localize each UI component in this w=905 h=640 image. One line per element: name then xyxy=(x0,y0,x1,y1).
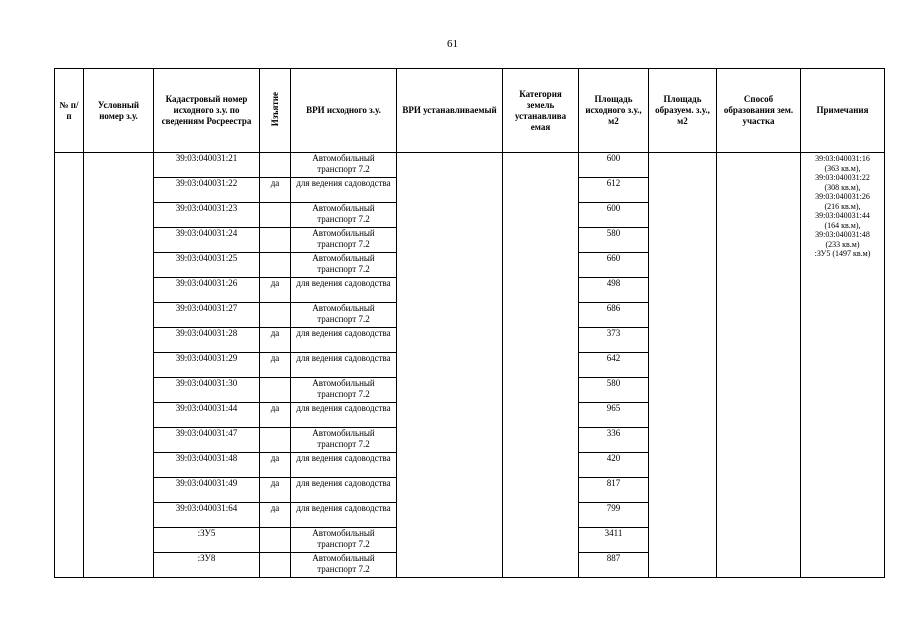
area-source-cell: 600 xyxy=(579,153,649,178)
area-source-cell: 686 xyxy=(579,303,649,328)
header-notes: Примечания xyxy=(801,69,885,153)
vri-source-cell: Автомобильный транспорт 7.2 xyxy=(291,378,397,403)
area-source-cell: 642 xyxy=(579,353,649,378)
notes-line: (363 кв.м), xyxy=(824,163,861,173)
area-source-cell: 887 xyxy=(579,553,649,578)
cadastral-number-cell: 39:03:040031:24 xyxy=(154,228,260,253)
vri-source-cell: для ведения садоводства xyxy=(291,178,397,203)
notes-line: 39:03:040031:16 xyxy=(815,154,870,163)
header-withdrawal xyxy=(260,69,291,153)
notes-line: 39:03:040031:48 xyxy=(815,230,870,239)
withdrawal-cell: да xyxy=(260,478,291,503)
cadastral-number-cell: 39:03:040031:25 xyxy=(154,253,260,278)
withdrawal-cell xyxy=(260,153,291,178)
withdrawal-cell xyxy=(260,253,291,278)
area-source-cell: 817 xyxy=(579,478,649,503)
area-formed-cell xyxy=(649,153,717,578)
vri-source-cell: Автомобильный транспорт 7.2 xyxy=(291,303,397,328)
vri-source-cell: Автомобильный транспорт 7.2 xyxy=(291,253,397,278)
vri-source-cell: для ведения садоводства xyxy=(291,278,397,303)
area-source-cell: 3411 xyxy=(579,528,649,553)
area-source-cell: 580 xyxy=(579,228,649,253)
page-number: 61 xyxy=(447,38,458,50)
withdrawal-cell: да xyxy=(260,178,291,203)
cadastral-number-cell: 39:03:040031:22 xyxy=(154,178,260,203)
withdrawal-cell xyxy=(260,203,291,228)
vri-source-cell: Автомобильный транспорт 7.2 xyxy=(291,228,397,253)
header-num: № п/п xyxy=(55,69,84,153)
header-cadastral-number: Кадастровый номер исходного з.у. по сведениям Росреестра xyxy=(154,69,260,153)
header-conditional-number: Условный номер з.у. xyxy=(84,69,154,153)
cadastral-number-cell: 39:03:040031:49 xyxy=(154,478,260,503)
conditional-number-cell xyxy=(84,153,154,578)
area-source-cell: 498 xyxy=(579,278,649,303)
cadastral-number-cell: 39:03:040031:28 xyxy=(154,328,260,353)
cadastral-number-cell: 39:03:040031:44 xyxy=(154,403,260,428)
vri-source-cell: Автомобильный транспорт 7.2 xyxy=(291,203,397,228)
header-area-source: Площадь исходного з.у., м2 xyxy=(579,69,649,153)
vri-set-cell xyxy=(397,153,503,578)
table-row xyxy=(55,153,885,178)
withdrawal-cell xyxy=(260,528,291,553)
withdrawal-cell: да xyxy=(260,403,291,428)
area-source-cell: 965 xyxy=(579,403,649,428)
notes-line: 39:03:040031:44 xyxy=(815,211,870,220)
header-land-category: Категория земель устанавлива емая xyxy=(503,69,579,153)
vri-source-cell: для ведения садоводства xyxy=(291,478,397,503)
header-area-formed: Площадь образуем. з.у., м2 xyxy=(649,69,717,153)
formation-method-cell xyxy=(717,153,801,578)
withdrawal-cell: да xyxy=(260,328,291,353)
vri-source-cell: для ведения садоводства xyxy=(291,453,397,478)
withdrawal-cell xyxy=(260,228,291,253)
header-withdrawal-label: Изъятие xyxy=(269,91,280,127)
cadastral-number-cell: 39:03:040031:29 xyxy=(154,353,260,378)
cadastral-number-cell: 39:03:040031:47 xyxy=(154,428,260,453)
withdrawal-cell: да xyxy=(260,278,291,303)
land-category-cell xyxy=(503,153,579,578)
cadastral-number-cell: 39:03:040031:21 xyxy=(154,153,260,178)
cadastral-number-cell: 39:03:040031:30 xyxy=(154,378,260,403)
notes-line: 39:03:040031:26 xyxy=(815,192,870,201)
table-body xyxy=(55,153,885,578)
cadastral-number-cell: 39:03:040031:23 xyxy=(154,203,260,228)
header-formation-method: Способ образования зем. участка xyxy=(717,69,801,153)
cadastral-number-cell: 39:03:040031:26 xyxy=(154,278,260,303)
area-source-cell: 612 xyxy=(579,178,649,203)
withdrawal-cell xyxy=(260,553,291,578)
notes-line: 39:03:040031:22 xyxy=(815,173,870,182)
header-vri-set: ВРИ устанавливаемый xyxy=(397,69,503,153)
area-source-cell: 600 xyxy=(579,203,649,228)
withdrawal-cell: да xyxy=(260,353,291,378)
withdrawal-cell: да xyxy=(260,503,291,528)
withdrawal-cell: да xyxy=(260,453,291,478)
num-cell xyxy=(55,153,84,578)
withdrawal-cell xyxy=(260,428,291,453)
area-source-cell: 420 xyxy=(579,453,649,478)
area-source-cell: 336 xyxy=(579,428,649,453)
vri-source-cell: для ведения садоводства xyxy=(291,403,397,428)
land-plots-table xyxy=(54,68,885,578)
vri-source-cell: для ведения садоводства xyxy=(291,353,397,378)
notes-line: (164 кв.м), xyxy=(824,220,861,230)
cadastral-number-cell: :ЗУ5 xyxy=(154,528,260,553)
notes-line: (233 кв.м) xyxy=(825,239,860,249)
table-header-row xyxy=(55,69,885,153)
withdrawal-cell xyxy=(260,378,291,403)
header-vri-source: ВРИ исходного з.у. xyxy=(291,69,397,153)
area-source-cell: 373 xyxy=(579,328,649,353)
cadastral-number-cell: :ЗУ8 xyxy=(154,553,260,578)
cadastral-number-cell: 39:03:040031:64 xyxy=(154,503,260,528)
vri-source-cell: Автомобильный транспорт 7.2 xyxy=(291,428,397,453)
area-source-cell: 660 xyxy=(579,253,649,278)
cadastral-number-cell: 39:03:040031:27 xyxy=(154,303,260,328)
vri-source-cell: для ведения садоводства xyxy=(291,328,397,353)
vri-source-cell: для ведения садоводства xyxy=(291,503,397,528)
notes-line: :ЗУ5 (1497 кв.м) xyxy=(814,249,871,258)
vri-source-cell: Автомобильный транспорт 7.2 xyxy=(291,528,397,553)
cadastral-number-cell: 39:03:040031:48 xyxy=(154,453,260,478)
vri-source-cell: Автомобильный транспорт 7.2 xyxy=(291,153,397,178)
area-source-cell: 799 xyxy=(579,503,649,528)
vri-source-cell: Автомобильный транспорт 7.2 xyxy=(291,553,397,578)
notes-line: (216 кв.м), xyxy=(824,201,861,211)
area-source-cell: 580 xyxy=(579,378,649,403)
notes-line: (308 кв.м), xyxy=(824,182,861,192)
withdrawal-cell xyxy=(260,303,291,328)
notes-cell xyxy=(801,153,885,578)
